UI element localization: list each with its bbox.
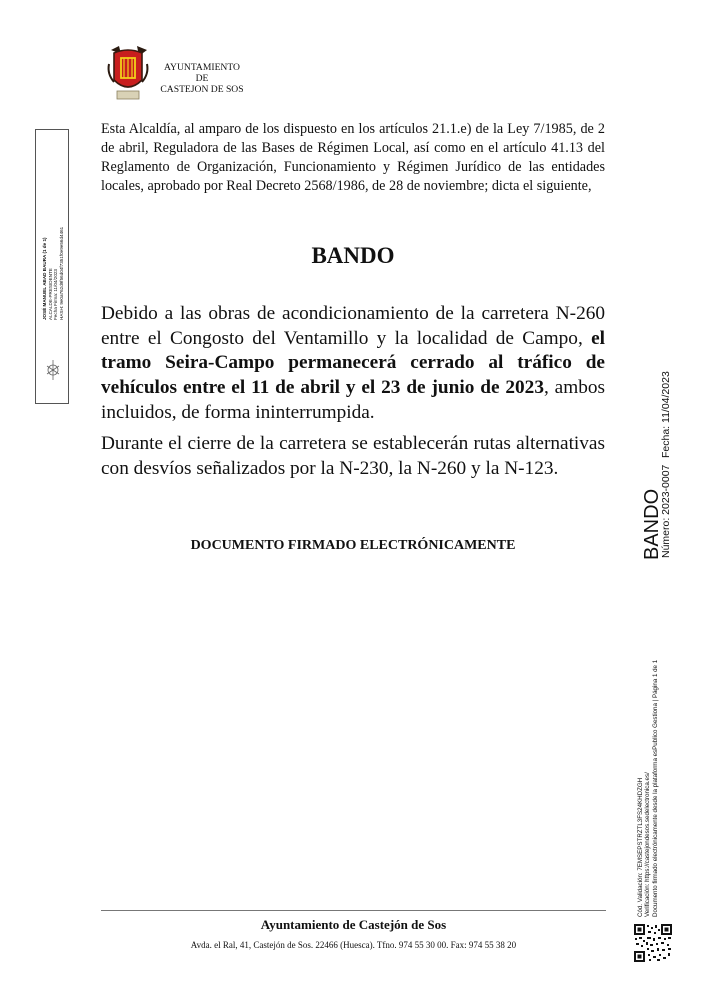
signature-date: Fecha Firma: 11/04/2023	[53, 269, 59, 320]
org-header	[150, 62, 254, 95]
main-paragraph	[101, 302, 605, 426]
intro-paragraph: Esta Alcaldía, al amparo de los dispuesto en los artículos 21.1.e) de la Ley 7/1985, de 2 de abril, Reguladora de las Bases de Régimen Local, así como en el artículo 41.13 del Reglamento de Organización, Funcionamiento y Régimen Jurídico de las entidades locales, aprobado por Real Decreto 2568/1986, de 28 de noviembre; dicta el siguiente,	[101, 121, 605, 194]
main-paragraph-text-2: , ambos incluidos, de forma ininterrumpida.	[101, 377, 606, 423]
signed-notice: DOCUMENTO FIRMADO ELECTRÓNICAMENTE	[190, 538, 516, 553]
detour-paragraph: Durante el cierre de la carretera se establecerán rutas alternativas con desvíos señalizados por la N-230, la N-260 y la N-123.	[101, 433, 605, 479]
footer-org-name: Ayuntamiento de Castejón de Sos	[260, 917, 447, 932]
signature-seal-icon	[44, 358, 62, 382]
footer-divider	[101, 910, 606, 911]
coat-of-arms-icon	[105, 44, 151, 104]
stamp-document-type: BANDO	[641, 488, 663, 560]
org-name-line3: CASTEJON DE SOS	[160, 84, 244, 95]
platform-note: Documento firmado electrónicamente desde la plataforma esPublico Gestiona | Página 1 de 1	[651, 659, 659, 917]
document-title: BANDO	[311, 243, 395, 268]
verification-text	[637, 660, 659, 917]
signer-role: ALCALDE-PRESIDENTE	[47, 268, 53, 320]
verification-url: Verificación: https://castejondesos.sedelectronica.es/	[644, 772, 652, 917]
footer-address: Avda. el Ral, 41, Castejón de Sos. 22466 (Huesca). Tfno. 974 55 30 00. Fax: 974 55 38 20	[190, 940, 517, 950]
stamp-numero: Número: 2023-0007	[660, 464, 672, 558]
qr-code-icon	[633, 923, 673, 963]
org-name-line1: AYUNTAMIENTO	[164, 62, 240, 73]
signature-details	[42, 227, 64, 320]
main-paragraph-text-1: Debido a las obras de acondicionamiento de la carretera N-260 entre el Congosto del Ventamillo y la localidad de Campo,	[101, 303, 605, 349]
signer-name: JOSÉ MANUEL ABAD BAURA (1 de 1)	[42, 237, 47, 320]
stamp-fecha: Fecha: 11/04/2023	[660, 371, 672, 458]
validation-code: Cód. Validación: 7EMSEPSTRZTL3FS24KHDZGH	[637, 777, 644, 917]
org-name-line2: DE	[195, 73, 209, 84]
signature-hash: HASH: 9e0a762d9f56d04f7351f0e9e56d4461	[58, 226, 64, 320]
signature-box	[35, 129, 69, 404]
main-paragraph-bold: el tramo Seira-Campo permanecerá cerrado al tráfico de vehículos entre el 11 de abril y el 23 de junio de 2023	[101, 327, 605, 399]
